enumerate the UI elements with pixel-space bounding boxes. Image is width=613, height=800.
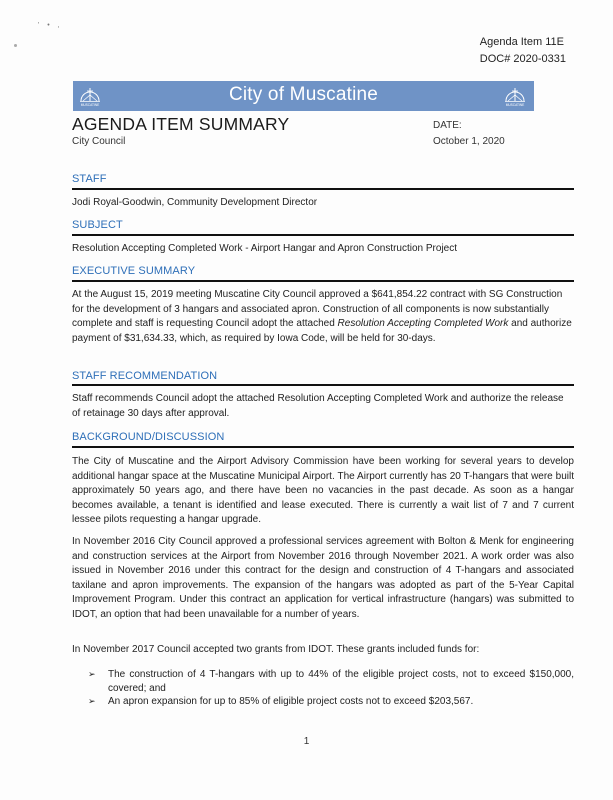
- svg-text:MUSCATINE: MUSCATINE: [80, 103, 100, 107]
- section-heading-background: BACKGROUND/DISCUSSION: [72, 431, 225, 443]
- section-divider: [72, 234, 574, 236]
- executive-summary-text: At the August 15, 2019 meeting Muscatine City Council approved a $641,854.22 contract with SG Construction for the development of 3 hangars and associated apron. Construction of all components is now substantially complete and staff is requesting Council adopt the attached Resolution Accepting Completed Work and authorize payment of $31,634.33, which, as required by Iowa Code, will be held for 30-days.: [72, 289, 572, 344]
- background-paragraph-3: In November 2017 Council accepted two grants from IDOT. These grants included funds for:: [72, 644, 480, 655]
- subject-text: Resolution Accepting Completed Work - Airport Hangar and Apron Construction Project: [72, 243, 458, 254]
- list-item: ➢ An apron expansion for up to 85% of eligible project costs not to exceed $203,567.: [88, 696, 474, 707]
- date-label: DATE:: [433, 120, 462, 131]
- page-number: 1: [303, 736, 310, 747]
- resolution-title: Resolution Accepting Completed Work: [337, 318, 509, 330]
- arrow-bullet-icon: ➢: [88, 669, 96, 679]
- date-value: October 1, 2020: [433, 136, 505, 147]
- staff-text: Jodi Royal-Goodwin, Community Development Director: [72, 197, 318, 208]
- arrow-bullet-icon: ➢: [88, 696, 96, 706]
- background-paragraph-2: In November 2016 City Council approved a professional services agreement with Bolton & Menk for engineering and construction services at the Airport from November 2016 through November 2021. A work order was also issued in November 2016 under this contract for the design and construction of 4 T-hangars and associated taxilane and apron improvements. The expansion of the hangars was adopted as part of the 5-Year Capital Improvement Program. Under this contract an application for vertical infrastructure (hangars) was submitted to IDOT, an option that had been unavailable for a number of years.: [72, 536, 574, 620]
- muscatine-logo-icon: [504, 86, 526, 107]
- section-heading-staff-recommendation: STAFF RECOMMENDATION: [72, 370, 218, 382]
- agenda-item-number: Agenda Item 11E: [479, 36, 564, 48]
- background-paragraph-1: The City of Muscatine and the Airport Advisory Commission have been working for several years to develop additional hangar space at the Muscatine Municipal Airport. The Airport currently has 20 T-hangars that were built approximately 50 years ago, and there have been no vacancies in the past decade. As soon as a hangar becomes available, a tenant is identified and lease executed. There is currently a wait list of 7 and 7 current lessee pilots requesting a hangar upgrade.: [72, 456, 574, 526]
- banner-title: City of Muscatine: [228, 84, 379, 105]
- city-banner: [73, 81, 534, 111]
- section-heading-executive-summary: EXECUTIVE SUMMARY: [72, 265, 196, 277]
- audience: City Council: [72, 136, 126, 147]
- svg-text:MUSCATINE: MUSCATINE: [505, 103, 525, 107]
- doc-number: DOC# 2020-0331: [479, 53, 566, 65]
- scan-artifact: ' • ,: [38, 22, 63, 29]
- staff-recommendation-text: Staff recommends Council adopt the attached Resolution Accepting Completed Work and authorize the release of retainage 30 days after approval.: [72, 393, 564, 419]
- section-divider: [72, 384, 574, 386]
- section-divider: [72, 280, 574, 282]
- scan-artifact-dot: [14, 44, 17, 47]
- section-heading-subject: SUBJECT: [72, 219, 123, 231]
- list-item: ➢ The construction of 4 T-hangars with up to 44% of the eligible project costs, not to exceed $150,000, covered; and: [88, 669, 574, 694]
- section-divider: [72, 188, 574, 190]
- section-divider: [72, 446, 574, 448]
- section-heading-staff: STAFF: [72, 173, 107, 185]
- page-title: AGENDA ITEM SUMMARY: [72, 114, 290, 134]
- grant-bullet-list: [88, 668, 574, 709]
- document-identifiers: [480, 34, 566, 68]
